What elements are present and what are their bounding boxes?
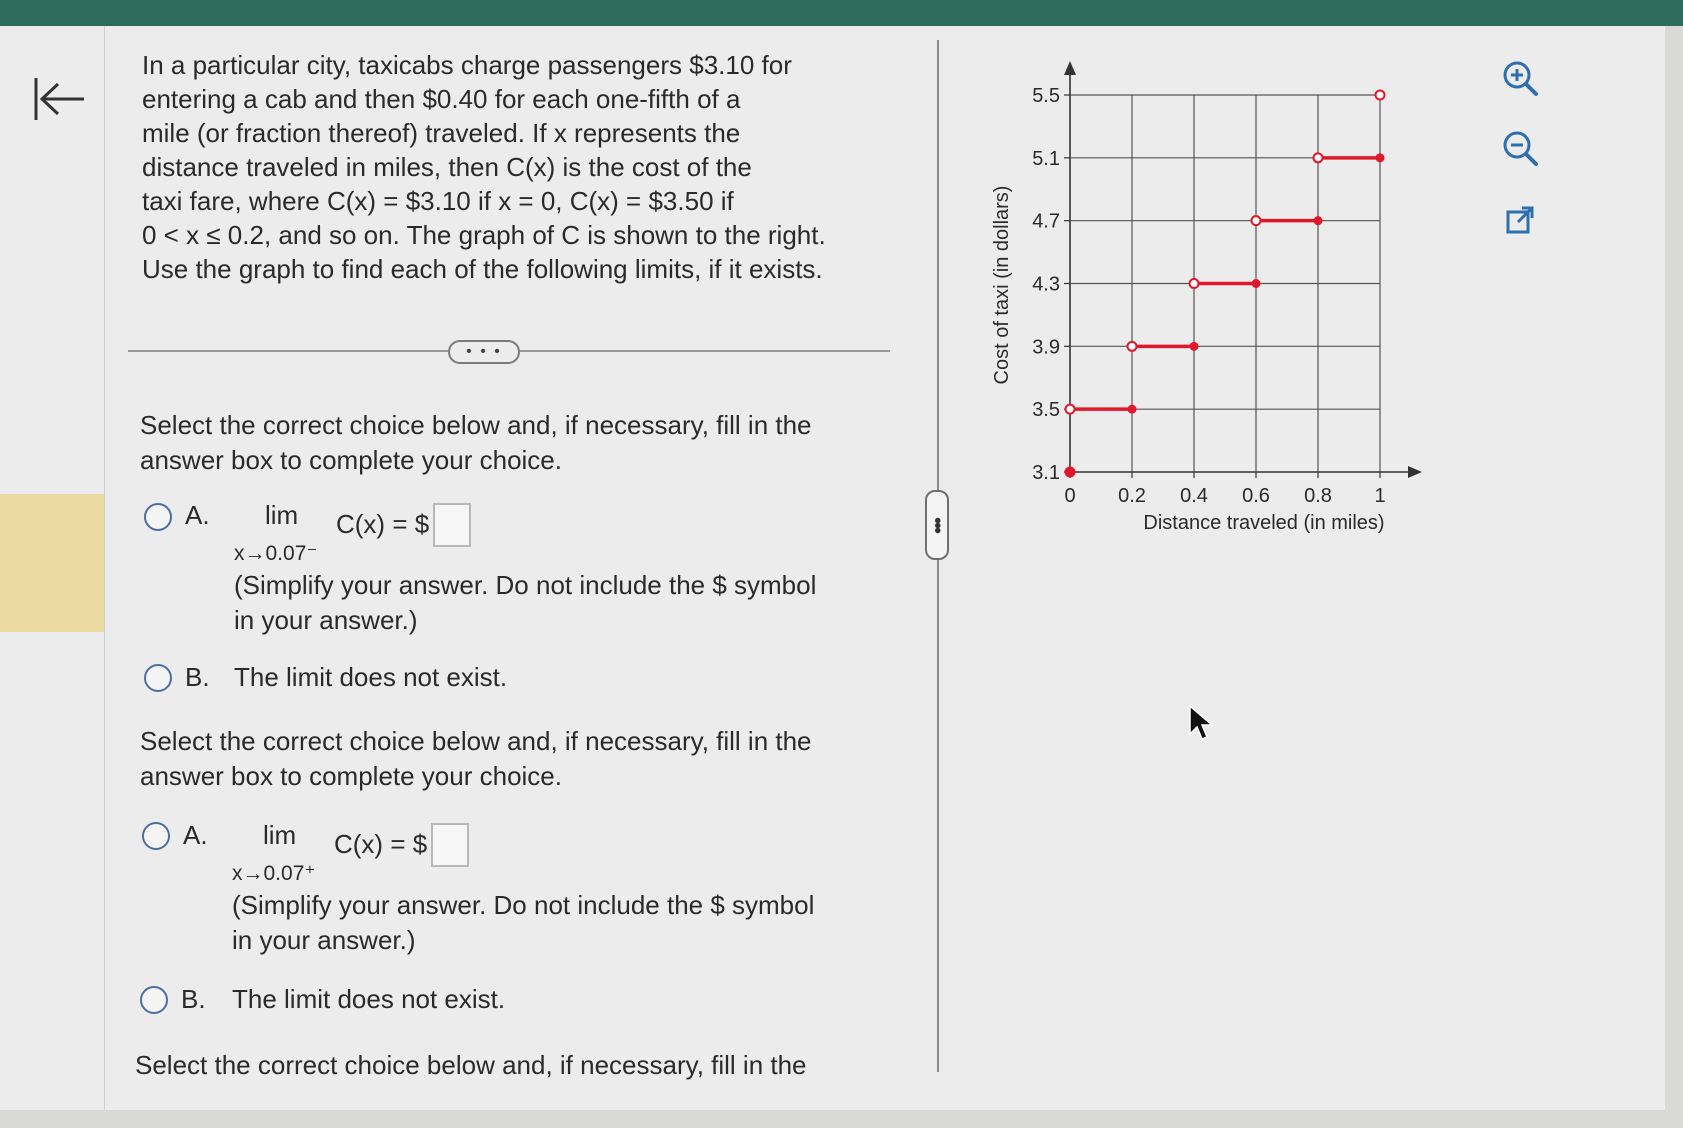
x-tick-label: 0.6 <box>1242 485 1270 507</box>
part-2-instruction <box>140 724 900 794</box>
y-tick-label: 5.5 <box>1032 85 1060 107</box>
graph-axes <box>1064 61 1422 478</box>
open-endpoint <box>1252 216 1261 225</box>
part-2-choice-a-radio[interactable] <box>142 822 170 850</box>
part-2-choice-a-letter: A. <box>183 820 208 850</box>
question-line: mile (or fraction thereof) traveled. If x represents the <box>142 118 741 148</box>
instruction-line: Select the correct choice below and, if necessary, fill in the <box>140 410 812 440</box>
taxi-cost-graph <box>990 55 1510 545</box>
hint-line: in your answer.) <box>234 605 418 635</box>
x-axis-label: Distance traveled (in miles) <box>1143 512 1385 534</box>
y-tick-label: 3.9 <box>1032 336 1060 359</box>
grip-dots-icon: ••• <box>926 517 948 533</box>
question-line: distance traveled in miles, then C(x) is the cost of the <box>142 152 752 182</box>
part-2-hint <box>232 888 892 958</box>
lim-label: lim <box>265 500 299 530</box>
lim-subscript: x→0.07⁻ <box>234 542 318 565</box>
x-tick-label: 1 <box>1374 485 1386 507</box>
part-2-choice-b-letter: B. <box>181 984 206 1014</box>
y-tick-label: 5.1 <box>1032 147 1060 170</box>
y-axis-label: Cost of taxi (in dollars) <box>991 185 1013 385</box>
part-2-choice-b-text: The limit does not exist. <box>232 984 506 1014</box>
lim-label: lim <box>263 820 297 850</box>
next-instruction-partial: Select the correct choice below and, if necessary, fill in the <box>135 1050 807 1080</box>
x-tick-label: 0 <box>1064 485 1076 507</box>
part-1-instruction <box>140 408 900 478</box>
top-bar <box>0 0 1683 26</box>
x-tick-label: 0.4 <box>1180 485 1208 507</box>
mouse-cursor-icon <box>1188 704 1216 744</box>
part-2-choice-b-radio[interactable] <box>140 986 168 1014</box>
closed-endpoint <box>1376 153 1385 162</box>
question-line: 0 < x ≤ 0.2, and so on. The graph of C is shown to the right. <box>142 220 826 250</box>
x-tick-label: 0.2 <box>1118 485 1146 507</box>
hint-line: (Simplify your answer. Do not include the $ symbol <box>232 890 815 920</box>
current-question-highlight <box>0 494 104 632</box>
closed-point <box>1066 468 1075 477</box>
y-axis-arrow-icon <box>1064 61 1076 75</box>
question-line: Use the graph to find each of the following limits, if it exists. <box>142 254 823 284</box>
closed-endpoint <box>1252 279 1261 288</box>
part-1-choice-a-radio[interactable] <box>144 503 172 531</box>
instruction-line: answer box to complete your choice. <box>140 761 562 791</box>
closed-endpoint <box>1314 216 1323 225</box>
zoom-in-button[interactable] <box>1498 56 1542 100</box>
lim-subscript: x→0.07⁺ <box>232 862 316 885</box>
limit-expression: C(x) = $ <box>336 509 430 539</box>
more-button[interactable]: • • • <box>448 340 520 364</box>
open-endpoint <box>1190 279 1199 288</box>
y-tick-label: 4.7 <box>1032 210 1060 233</box>
open-endpoint <box>1066 405 1075 414</box>
question-text <box>142 48 902 286</box>
open-endpoint <box>1128 342 1137 351</box>
part-1-choice-b-text: The limit does not exist. <box>234 662 508 692</box>
question-line: entering a cab and then $0.40 for each one-fifth of a <box>142 84 741 114</box>
closed-endpoint <box>1190 342 1199 351</box>
collapse-back-button[interactable] <box>30 70 88 128</box>
y-tick-label: 3.5 <box>1032 399 1060 422</box>
pane-resize-handle[interactable] <box>925 490 949 560</box>
limit-expression: C(x) = $ <box>334 829 428 859</box>
zoom-out-icon <box>1498 126 1542 170</box>
x-tick-label: 0.8 <box>1304 485 1332 507</box>
external-link-icon <box>1498 198 1542 242</box>
part-1-choice-b-letter: B. <box>185 662 210 692</box>
instruction-line: answer box to complete your choice. <box>140 445 562 475</box>
part-1-answer-box[interactable] <box>433 503 471 547</box>
y-tick-label: 4.3 <box>1032 273 1060 296</box>
instruction-line: Select the correct choice below and, if necessary, fill in the <box>140 726 812 756</box>
part-1-choice-b-radio[interactable] <box>144 664 172 692</box>
graph-ticks <box>1032 85 1385 507</box>
y-tick-label: 3.1 <box>1032 462 1060 484</box>
part-1-choice-a-letter: A. <box>185 500 210 530</box>
open-external-button[interactable] <box>1498 198 1542 242</box>
closed-endpoint <box>1128 405 1137 414</box>
x-axis-arrow-icon <box>1408 466 1422 478</box>
open-endpoint <box>1376 91 1385 100</box>
part-1-hint <box>234 568 894 638</box>
open-endpoint <box>1314 153 1323 162</box>
question-line: In a particular city, taxicabs charge passengers $3.10 for <box>142 50 792 80</box>
part-2-answer-box[interactable] <box>431 823 469 867</box>
arrow-left-bar-icon <box>30 70 88 128</box>
hint-line: in your answer.) <box>232 925 416 955</box>
hint-line: (Simplify your answer. Do not include the $ symbol <box>234 570 817 600</box>
question-line: taxi fare, where C(x) = $3.10 if x = 0, C(x) = $3.50 if <box>142 186 734 216</box>
zoom-in-icon <box>1498 56 1542 100</box>
zoom-out-button[interactable] <box>1498 126 1542 170</box>
